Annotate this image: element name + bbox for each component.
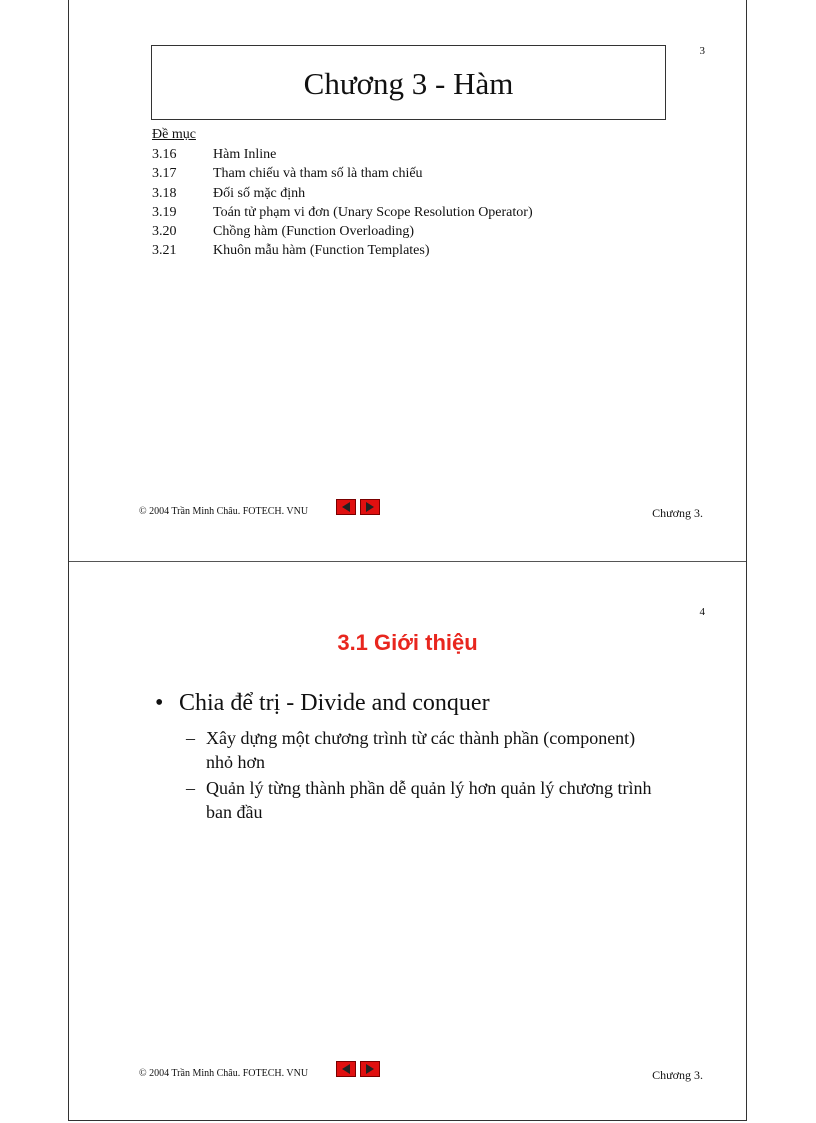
next-button[interactable] bbox=[360, 1061, 380, 1077]
slide-3 bbox=[69, 0, 746, 560]
toc-item bbox=[152, 203, 533, 222]
next-button[interactable] bbox=[360, 499, 380, 515]
slide-4 bbox=[69, 562, 746, 1122]
toc-number: 3.21 bbox=[152, 243, 177, 259]
footer-copyright: © 2004 Trần Minh Châu. FOTECH. VNU bbox=[139, 506, 309, 517]
toc-item bbox=[152, 145, 533, 164]
previous-button[interactable] bbox=[336, 499, 356, 515]
sub-bullet-item bbox=[186, 776, 666, 824]
toc-item bbox=[152, 164, 533, 183]
toc-label: Hàm Inline bbox=[213, 147, 277, 162]
footer-copyright: © 2004 Trần Minh Châu. FOTECH. VNU bbox=[139, 1068, 309, 1079]
slide-title: 3.1 Giới thiệu bbox=[337, 630, 478, 655]
bullet-text: Chia để trị - Divide and conquer bbox=[179, 690, 490, 716]
title-box bbox=[151, 45, 666, 120]
arrow-left-icon bbox=[342, 1064, 350, 1074]
toc-number: 3.20 bbox=[152, 224, 177, 240]
toc-label: Toán tử phạm vi đơn (Unary Scope Resolution Operator) bbox=[213, 204, 533, 220]
sub-bullet-text: Quản lý từng thành phần dễ quản lý hơn quản lý chương trình ban đầu bbox=[206, 778, 652, 822]
sub-bullet-text: Xây dựng một chương trình từ các thành phần (component) nhỏ hơn bbox=[206, 728, 636, 772]
toc-list bbox=[152, 145, 533, 261]
page-number: 4 bbox=[699, 606, 705, 618]
arrow-right-icon bbox=[366, 502, 374, 512]
arrow-right-icon bbox=[366, 1064, 374, 1074]
footer-chapter: Chương 3. bbox=[652, 1068, 703, 1082]
toc-item bbox=[152, 222, 533, 241]
bullet-item bbox=[155, 690, 490, 717]
arrow-left-icon bbox=[342, 502, 350, 512]
toc-item bbox=[152, 241, 533, 260]
page-number: 3 bbox=[699, 45, 705, 57]
sub-bullet-item bbox=[186, 726, 666, 774]
toc-item bbox=[152, 184, 533, 203]
toc-number: 3.16 bbox=[152, 147, 177, 162]
bullet-icon: • bbox=[155, 690, 164, 716]
toc-number: 3.18 bbox=[152, 185, 177, 201]
toc-label: Đối số mặc định bbox=[213, 185, 306, 201]
toc-heading: Đề mục bbox=[152, 127, 196, 142]
toc-label: Khuôn mẫu hàm (Function Templates) bbox=[213, 243, 430, 259]
toc-label: Tham chiếu và tham số là tham chiếu bbox=[213, 166, 423, 182]
toc-number: 3.19 bbox=[152, 204, 177, 220]
dash-icon: – bbox=[186, 728, 195, 748]
toc-label: Chồng hàm (Function Overloading) bbox=[213, 224, 415, 240]
toc-number: 3.17 bbox=[152, 166, 177, 182]
slide-nav bbox=[336, 1061, 380, 1077]
slide-title: Chương 3 - Hàm bbox=[303, 66, 514, 101]
footer-chapter: Chương 3. bbox=[652, 506, 703, 520]
slide-nav bbox=[336, 499, 380, 515]
dash-icon: – bbox=[186, 778, 195, 798]
previous-button[interactable] bbox=[336, 1061, 356, 1077]
